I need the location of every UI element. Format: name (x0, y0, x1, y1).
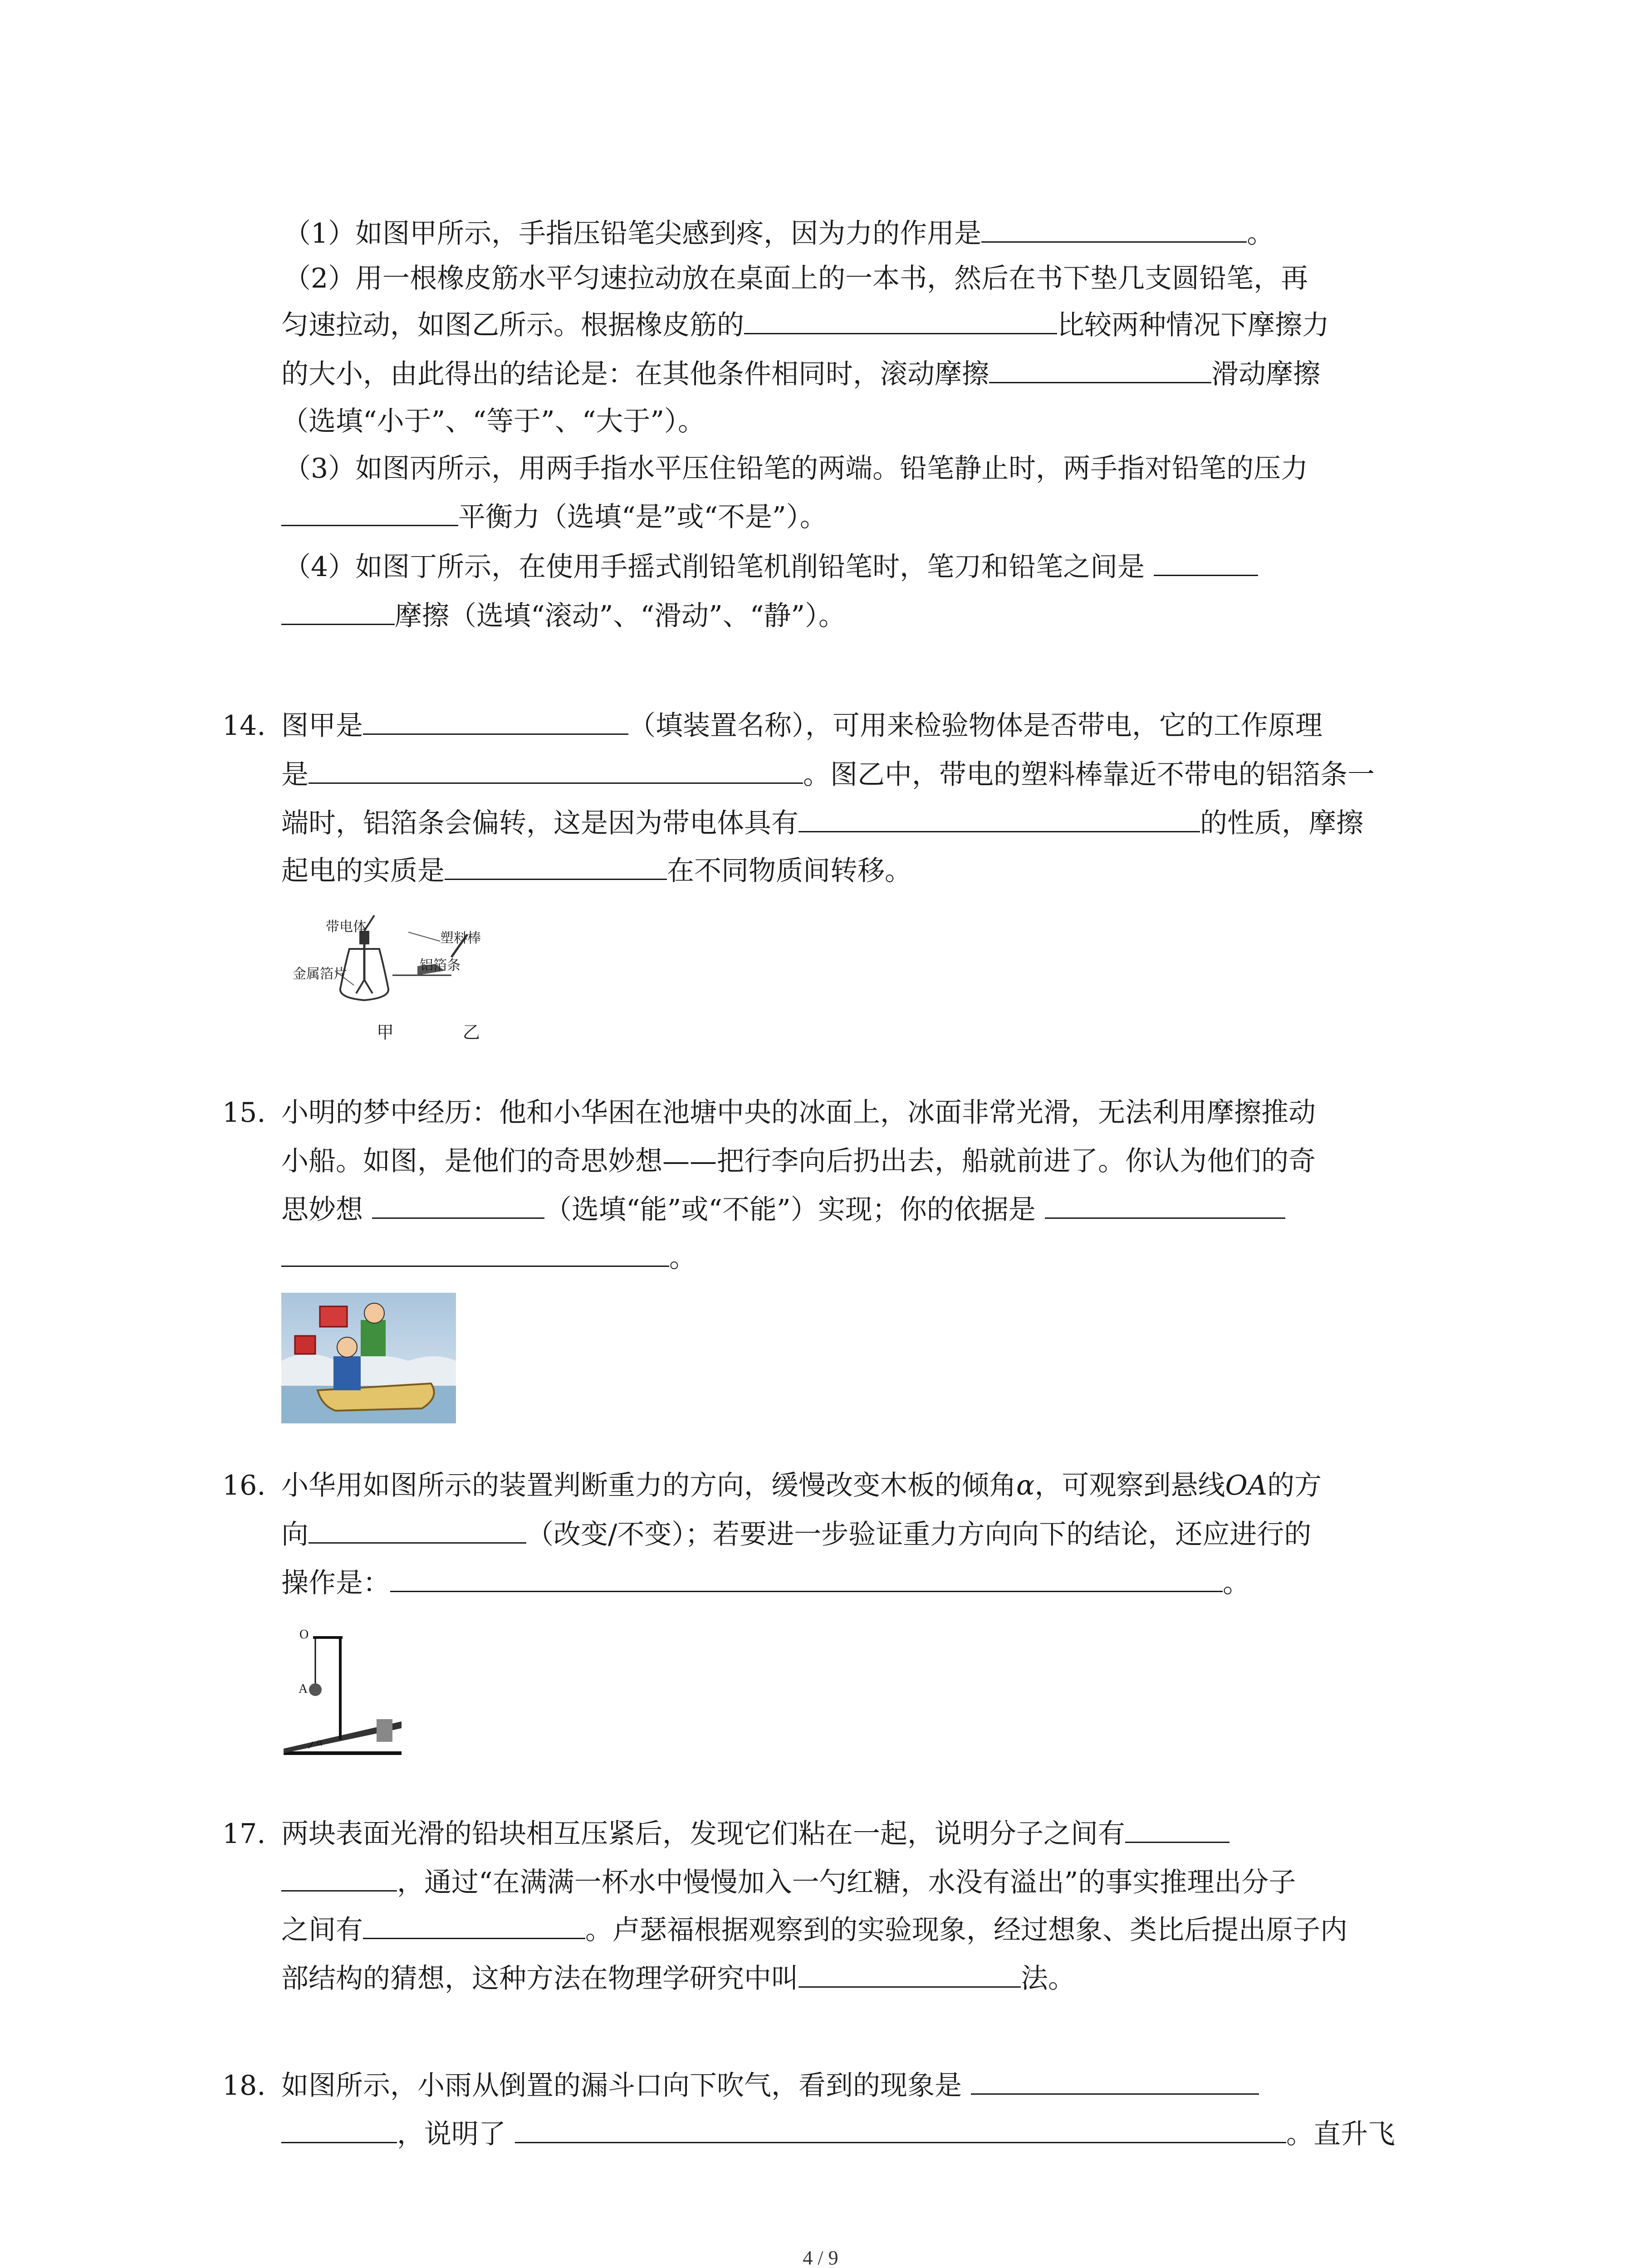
luggage (320, 1306, 347, 1327)
weight-ball (309, 1683, 322, 1696)
label-al-strip: 铝箔条 (420, 958, 460, 973)
q17-line-4: 部结构的猜想，这种方法在物理学研究中叫 法。 (281, 1960, 1075, 1997)
person-sitting (333, 1356, 361, 1390)
part2-line-d: （选填“小于”、“等于”、“大于”）。 (281, 406, 705, 437)
q14-figure (281, 907, 535, 1048)
q17-line-1: 17. 两块表面光滑的铅块相互压紧后，发现它们粘在一起，说明分子之间有 (222, 1816, 1230, 1852)
q14-line-2: 是 。图乙中，带电的塑料棒靠近不带电的铝箔条一 (281, 757, 1375, 793)
q15-number: 15. (222, 1097, 266, 1129)
part2-line-c: 的大小，由此得出的结论是：在其他条件相同时，滚动摩擦 滑动摩擦 (281, 356, 1320, 392)
part1-blank[interactable] (981, 216, 1247, 243)
metal-foil-right (364, 980, 372, 993)
q15-line-2: 小船。如图，是他们的奇思妙想——把行李向后扔出去，船就前进了。你认为他们的奇 (281, 1145, 1316, 1177)
page-number: 4 / 9 (803, 2247, 838, 2268)
part1-text: （1）如图甲所示，手指压铅笔尖感到疼，因为力的作用是 (284, 218, 982, 249)
part4-blank-b[interactable] (281, 598, 395, 625)
label-metal-foil: 金属箔片 (293, 966, 347, 982)
ice-background (281, 1354, 456, 1386)
label-alpha: α (317, 1736, 323, 1748)
person-throwing (361, 1320, 386, 1356)
q18-line-1: 18. 如图所示，小雨从倒置的漏斗口向下吹气，看到的现象是 (222, 2068, 1259, 2104)
q14-blank-3[interactable] (798, 806, 1200, 832)
q17-blank-2[interactable] (363, 1912, 585, 1939)
part4-blank-a[interactable] (1154, 549, 1258, 576)
q18-blank-1a[interactable] (971, 2068, 1259, 2095)
q16-blank-2[interactable] (390, 1565, 1223, 1592)
part3-blank[interactable] (281, 499, 458, 526)
q14-blank-1[interactable] (363, 708, 628, 735)
q15-line-4: 。 (281, 1240, 696, 1276)
label-O: O (299, 1628, 309, 1642)
q15-blank-2a[interactable] (1045, 1192, 1285, 1219)
q15-line-1: 15. 小明的梦中经历：他和小华困在池塘中央的冰面上，冰面非常光滑，无法利用摩擦推动 (222, 1095, 1316, 1131)
q17-blank-1a[interactable] (1125, 1816, 1230, 1843)
q14-number: 14. (222, 710, 266, 742)
label-jia: 甲 (377, 1022, 394, 1042)
q14-blank-4[interactable] (445, 853, 667, 880)
q14-blank-2[interactable] (309, 757, 803, 784)
q17-blank-3[interactable] (798, 1961, 1021, 1988)
q16-line-2: 向 （改变/不变）；若要进一步验证重力方向向下的结论，还应进行的 (281, 1516, 1311, 1553)
q17-line-2: ，通过“在满满一杯水中慢慢加入一勺红糖，水没有溢出”的事实推理出分子 (281, 1864, 1296, 1901)
q18-number: 18. (222, 2070, 266, 2102)
q16-number: 16. (222, 1470, 266, 1501)
label-A: A (299, 1682, 308, 1696)
q18-blank-1b[interactable] (281, 2116, 397, 2143)
part4-line-b: 摩擦（选填“滚动”、“滑动”、“静”）。 (281, 598, 846, 634)
part3-line-b: 平衡力（选填“是”或“不是”）。 (281, 499, 827, 535)
q14-line-3: 端时，铝箔条会偏转，这是因为带电体具有 的性质，摩擦 (281, 805, 1363, 841)
q18-line-2: ，说明了 。直升飞 (281, 2116, 1395, 2152)
part1-line: （1）如图甲所示，手指压铅笔尖感到疼，因为力的作用是 。 (284, 215, 1274, 252)
part4-line-a: （4）如图丁所示，在使用手摇式削铅笔机削铅笔时，笔刀和铅笔之间是 (284, 549, 1258, 585)
luggage-2 (295, 1336, 315, 1354)
q15-line-3: 思妙想 （选填“能”或“不能”）实现；你的依据是 (281, 1192, 1285, 1228)
part3-line-a: （3）如图丙所示，用两手指水平压住铅笔的两端。铅笔静止时，两手指对铅笔的压力 (284, 453, 1308, 484)
support-block (377, 1719, 392, 1742)
label-charged-body: 带电体 (326, 919, 367, 935)
part2-blank-1[interactable] (744, 308, 1057, 334)
part2-blank-2[interactable] (989, 357, 1211, 383)
q15-blank-1[interactable] (372, 1192, 544, 1219)
q14-line-4: 起电的实质是 在不同物质间转移。 (281, 853, 912, 889)
q15-boat-picture (281, 1293, 456, 1423)
label-plastic-rod: 塑料棒 (440, 930, 481, 946)
q16-figure (281, 1619, 404, 1755)
q17-number: 17. (222, 1818, 266, 1850)
q14-line-1: 14. 图甲是 （填装置名称），可用来检验物体是否带电，它的工作原理 (222, 708, 1323, 744)
q15-blank-2b[interactable] (281, 1240, 669, 1267)
q16-blank-1[interactable] (309, 1517, 526, 1544)
q17-blank-1b[interactable] (281, 1865, 397, 1892)
metal-foil-left (356, 980, 364, 993)
part2-line-b: 匀速拉动，如图乙所示。根据橡皮筋的 比较两种情况下摩擦力 (281, 307, 1329, 343)
q16-line-3: 操作是： 。 (281, 1565, 1250, 1601)
part2-line-a: （2）用一根橡皮筋水平匀速拉动放在桌面上的一本书，然后在书下垫几支圆铅笔，再 (284, 263, 1308, 294)
q16-line-1: 16. 小华用如图所示的装置判断重力的方向，缓慢改变木板的倾角α，可观察到悬线OA的方 (222, 1467, 1322, 1504)
label-yi: 乙 (463, 1022, 480, 1042)
q18-blank-2[interactable] (515, 2116, 1286, 2143)
q17-line-3: 之间有 。卢瑟福根据观察到的实验现象，经过想象、类比后提出原子内 (281, 1912, 1347, 1948)
boat-illustration (281, 1293, 456, 1423)
